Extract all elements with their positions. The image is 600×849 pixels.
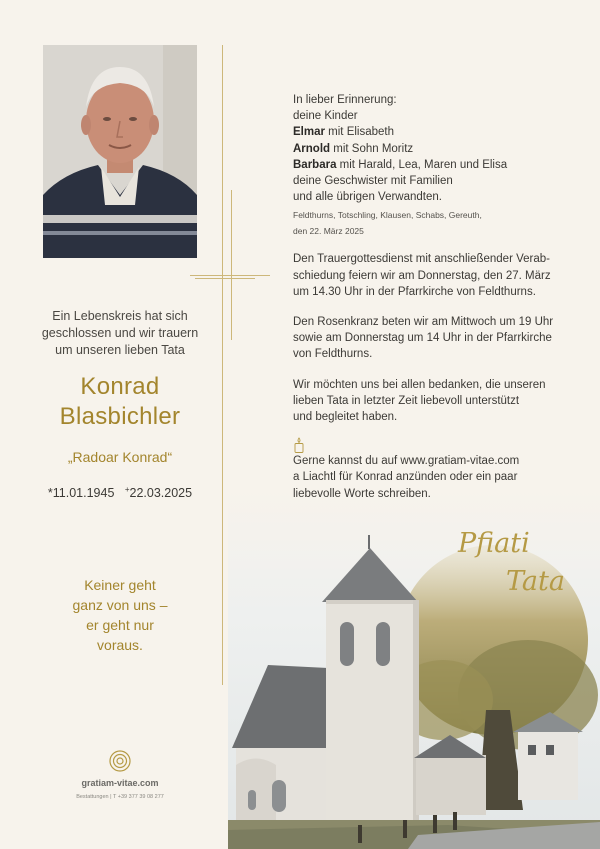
cross-horizontal <box>195 278 255 279</box>
funeral-info: schiedung feiern wir am Donnerstag, den 27. März <box>293 269 551 282</box>
intro-line: Ein Lebenskreis hat sich <box>52 309 188 323</box>
family-line: und alle übrigen Verwandten. <box>293 191 442 204</box>
deceased-name <box>20 372 220 432</box>
cross-vertical <box>231 190 232 340</box>
online-text: Gerne kannst du auf www.gratiam-vitae.com <box>293 455 520 468</box>
birth-symbol: * <box>47 486 53 501</box>
place-date: den 22. März 2025 <box>293 226 364 237</box>
intro-line: geschlossen und wir trauern <box>41 326 199 340</box>
quote-line: er geht nur <box>86 617 154 633</box>
logo-name: gratiam-vitae.com <box>81 778 159 788</box>
family-line: Arnold mit Sohn Moritz <box>293 142 414 155</box>
last-name: Blasbichler <box>59 403 181 430</box>
funeral-info: Den Trauergottesdienst mit anschließender Verab- <box>293 253 550 266</box>
intro-line: um unseren lieben Tata <box>55 343 185 357</box>
quote-line: voraus. <box>97 637 143 653</box>
funeral-info: um 14.30 Uhr in der Pfarrkirche von Feldthurns. <box>293 285 536 298</box>
intro-text <box>20 308 220 359</box>
candle-icon <box>293 437 305 453</box>
death-symbol: + <box>124 485 130 494</box>
pfiati-line1: Pfiati <box>458 528 530 559</box>
family-line: deine Geschwister mit Familien <box>293 175 453 188</box>
thanks-text: lieben Tata in letzter Zeit liebevoll unterstützt <box>293 394 520 407</box>
child-name: Arnold <box>293 142 331 155</box>
death-date: 22.03.2025 <box>129 486 193 501</box>
family-line: In lieber Erinnerung: <box>293 94 397 106</box>
spiral-logo-icon <box>109 750 131 772</box>
pfiati-tata-script <box>458 528 588 608</box>
rosary-info: Den Rosenkranz beten wir am Mittwoch um 19 Uhr <box>293 316 554 329</box>
cross-horizontal <box>190 275 270 276</box>
funeral-home-logo <box>60 750 180 800</box>
divider-line <box>222 45 223 685</box>
quote-line: ganz von uns – <box>72 597 168 613</box>
quote-line: Keiner geht <box>84 577 156 593</box>
portrait-photo <box>43 45 197 258</box>
birth-date: 11.01.1945 <box>52 486 115 501</box>
first-name: Konrad <box>80 373 160 400</box>
rosary-info: sowie am Donnerstag um 14 Uhr in der Pfarrkirche <box>293 332 552 345</box>
online-text: liebevolle Worte schreiben. <box>293 487 431 500</box>
online-text: a Liachtl für Konrad anzünden oder ein paar <box>293 471 518 484</box>
family-line: Barbara mit Harald, Lea, Maren und Elisa <box>293 158 508 171</box>
family-line: Elmar mit Elisabeth <box>293 126 394 139</box>
quote <box>20 575 220 655</box>
announcement-text <box>293 92 583 502</box>
nickname: „Radoar Konrad“ <box>67 449 173 465</box>
thanks-text: Wir möchten uns bei allen bedanken, die unseren <box>293 378 546 391</box>
child-name: Elmar <box>293 126 325 139</box>
rosary-info: von Feldthurns. <box>293 348 373 361</box>
life-dates <box>20 485 220 500</box>
child-name: Barbara <box>293 158 337 171</box>
place-date: Feldthurns, Totschling, Klausen, Schabs, Gereuth, <box>293 210 482 221</box>
logo-contact: Bestattungen | T +39 377 39 08 277 <box>76 794 164 800</box>
pfiati-line2: Tata <box>506 566 565 597</box>
thanks-text: und begleitet haben. <box>293 411 398 424</box>
family-line: deine Kinder <box>293 110 358 123</box>
